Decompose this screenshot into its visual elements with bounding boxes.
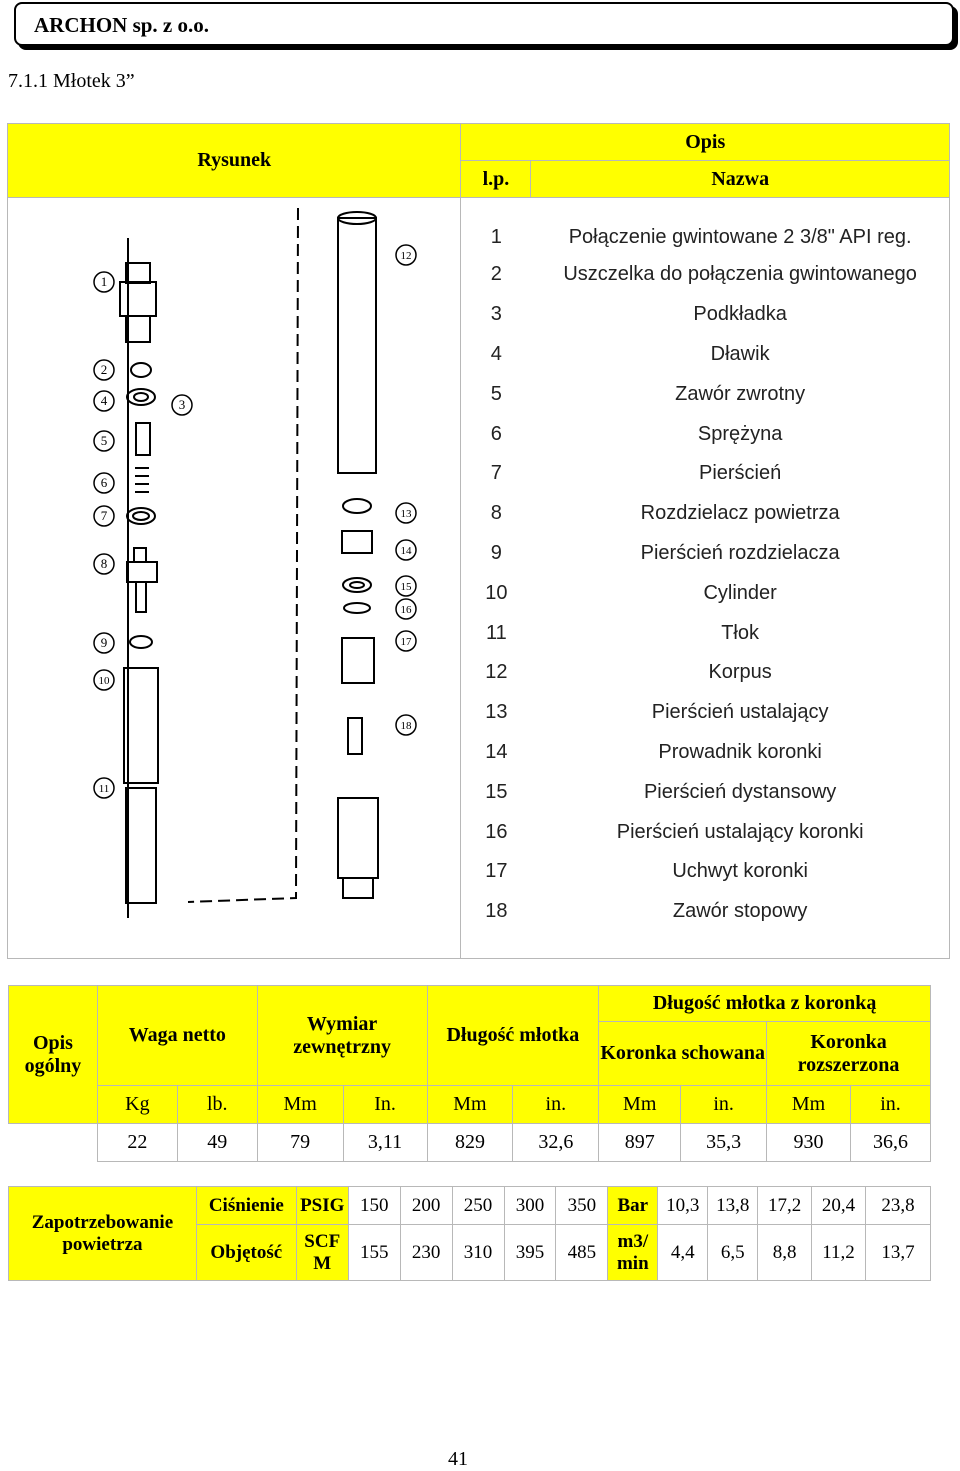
hammer-exploded-drawing [8,198,462,959]
callout-label: 4 [100,393,108,408]
length-with-bit-header: Długość młotka z koronką [599,986,931,1022]
m3min-value: 8,8 [758,1225,812,1281]
part-name: Uchwyt koronki [672,860,808,883]
psig-value: 150 [348,1187,400,1225]
part-name: Cylinder [703,581,777,604]
callout-label: 9 [100,635,108,650]
value-cell: 32,6 [513,1124,599,1162]
callout-label: 5 [100,433,108,448]
value-cell: 22 [97,1124,177,1162]
bar-value: 10,3 [658,1187,708,1225]
callout-label: 12 [400,250,412,262]
unit-cell: in. [513,1086,599,1124]
unit-cell: Mm [427,1086,513,1124]
bit-retracted-header: Koronka schowana [599,1022,767,1086]
parts-list [461,198,949,932]
hammer-drawing-cell [8,198,461,959]
part-row [461,613,949,653]
scfm-value: 155 [348,1225,400,1281]
part-name: Zawór zwrotny [675,382,806,405]
bar-unit: Bar [608,1187,658,1225]
m3min-value: 13,7 [866,1225,931,1281]
part-number: 1 [490,226,502,248]
psig-value: 200 [400,1187,452,1225]
callout-label: 18 [400,720,412,732]
part-number: 12 [485,661,508,684]
part-number: 8 [490,502,502,525]
part-row [461,198,949,255]
part-name: Pierścień dystansowy [643,780,837,803]
part-name: Prowadnik koronki [658,740,822,763]
part-name: Dławik [710,342,770,365]
psig-value: 300 [504,1187,556,1225]
part-number: 10 [485,581,508,604]
company-name: ARCHON sp. z o.o. [34,13,210,37]
unit-cell: Mm [767,1086,851,1124]
m3min-unit: m3/ min [608,1225,658,1281]
volume-label: Objętość [196,1225,296,1281]
part-row [461,772,949,812]
part-name: Tłok [721,621,760,644]
part-number: 7 [490,462,502,485]
part-row [461,335,949,375]
part-row [461,812,949,852]
bar-value: 17,2 [758,1187,812,1225]
m3min-value: 6,5 [708,1225,758,1281]
value-cell: 35,3 [681,1124,767,1162]
description-header: Opis [461,124,950,161]
part-number: 14 [485,740,508,763]
value-cell: 3,11 [343,1124,427,1162]
hammer-length-header: Długość młotka [427,986,599,1086]
part-name: Rozdzielacz powietrza [640,502,840,525]
unit-cell: Mm [257,1086,343,1124]
part-number: 18 [485,900,508,923]
callout-label: 6 [100,475,108,490]
unit-cell: in. [681,1086,767,1124]
part-row [461,693,949,733]
value-cell: 897 [599,1124,681,1162]
part-number: 4 [490,342,502,365]
unit-cell: Kg [97,1086,177,1124]
unit-cell: In. [343,1086,427,1124]
scfm-value: 230 [400,1225,452,1281]
part-name: Uszczelka do połączenia gwintowanego [563,263,917,286]
part-name: Podkładka [693,303,787,326]
callout-label: 2 [100,362,108,377]
callout-label: 10 [98,675,110,687]
part-row [461,454,949,494]
callout-label: 11 [98,783,110,795]
spacer [9,1124,98,1162]
general-description-label: Opis ogólny [9,986,98,1124]
value-cell: 79 [257,1124,343,1162]
page-number: 41 [448,1448,468,1470]
callout-label: 8 [100,556,108,571]
part-row [461,534,949,574]
part-name: Pierścień ustalający koronki [616,820,864,843]
net-weight-header: Waga netto [97,986,257,1086]
psig-unit: PSIG [296,1187,348,1225]
name-header: Nazwa [531,161,950,198]
bar-value: 23,8 [866,1187,931,1225]
part-row [461,733,949,773]
part-number: 11 [485,621,507,644]
scfm-value: 485 [556,1225,608,1281]
scfm-value: 395 [504,1225,556,1281]
pressure-label: Ciśnienie [196,1187,296,1225]
part-row [461,255,949,295]
callout-label: 3 [178,397,186,412]
part-row [461,414,949,454]
part-row [461,295,949,335]
part-name: Połączenie gwintowane 2 3/8" API reg. [568,226,912,248]
parts-table [7,123,950,959]
callout-label: 15 [400,581,412,593]
scfm-unit: SCF M [296,1225,348,1281]
unit-cell: in. [851,1086,931,1124]
part-row [461,374,949,414]
unit-cell: Mm [599,1086,681,1124]
part-number: 16 [485,820,508,843]
value-cell: 49 [177,1124,257,1162]
callout-label: 16 [400,604,412,616]
part-number: 17 [485,860,508,883]
outer-dimension-header: Wymiar zewnętrzny [257,986,427,1086]
section-title: 7.1.1 Młotek 3” [8,70,135,92]
part-number: 9 [490,541,502,564]
callout-label: 17 [400,636,412,648]
scfm-value: 310 [452,1225,504,1281]
bit-extended-header: Koronka rozszerzona [767,1022,931,1086]
part-row [461,892,949,932]
lp-header: l.p. [461,161,531,198]
part-name: Pierścień rozdzielacza [640,541,840,564]
part-name: Pierścień ustalający [651,701,829,724]
part-number: 13 [485,701,508,724]
part-number: 5 [490,382,502,405]
m3min-value: 4,4 [658,1225,708,1281]
part-name: Sprężyna [697,422,783,445]
part-number: 6 [490,422,502,445]
callout-label: 14 [400,545,412,557]
part-name: Korpus [708,661,772,684]
part-name: Zawór stopowy [672,900,808,923]
part-name: Pierścień [698,462,782,485]
psig-value: 350 [556,1187,608,1225]
part-number: 3 [490,303,502,326]
part-row [461,494,949,534]
air-demand-label: Zapotrzebowanie powietrza [9,1187,197,1281]
value-cell: 36,6 [851,1124,931,1162]
part-row [461,852,949,892]
bar-value: 13,8 [708,1187,758,1225]
value-cell: 930 [767,1124,851,1162]
value-cell: 829 [427,1124,513,1162]
unit-cell: lb. [177,1086,257,1124]
m3min-value: 11,2 [812,1225,866,1281]
bar-value: 20,4 [812,1187,866,1225]
psig-value: 250 [452,1187,504,1225]
callout-label: 7 [100,508,108,523]
general-specs-table [8,985,931,1162]
part-number: 15 [485,780,508,803]
callout-label: 1 [100,274,108,289]
air-consumption-table [8,1186,931,1281]
callout-label: 13 [400,508,412,520]
part-row [461,573,949,613]
drawing-header: Rysunek [8,124,461,198]
part-number: 2 [490,263,502,286]
part-row [461,653,949,693]
company-header [14,2,954,46]
